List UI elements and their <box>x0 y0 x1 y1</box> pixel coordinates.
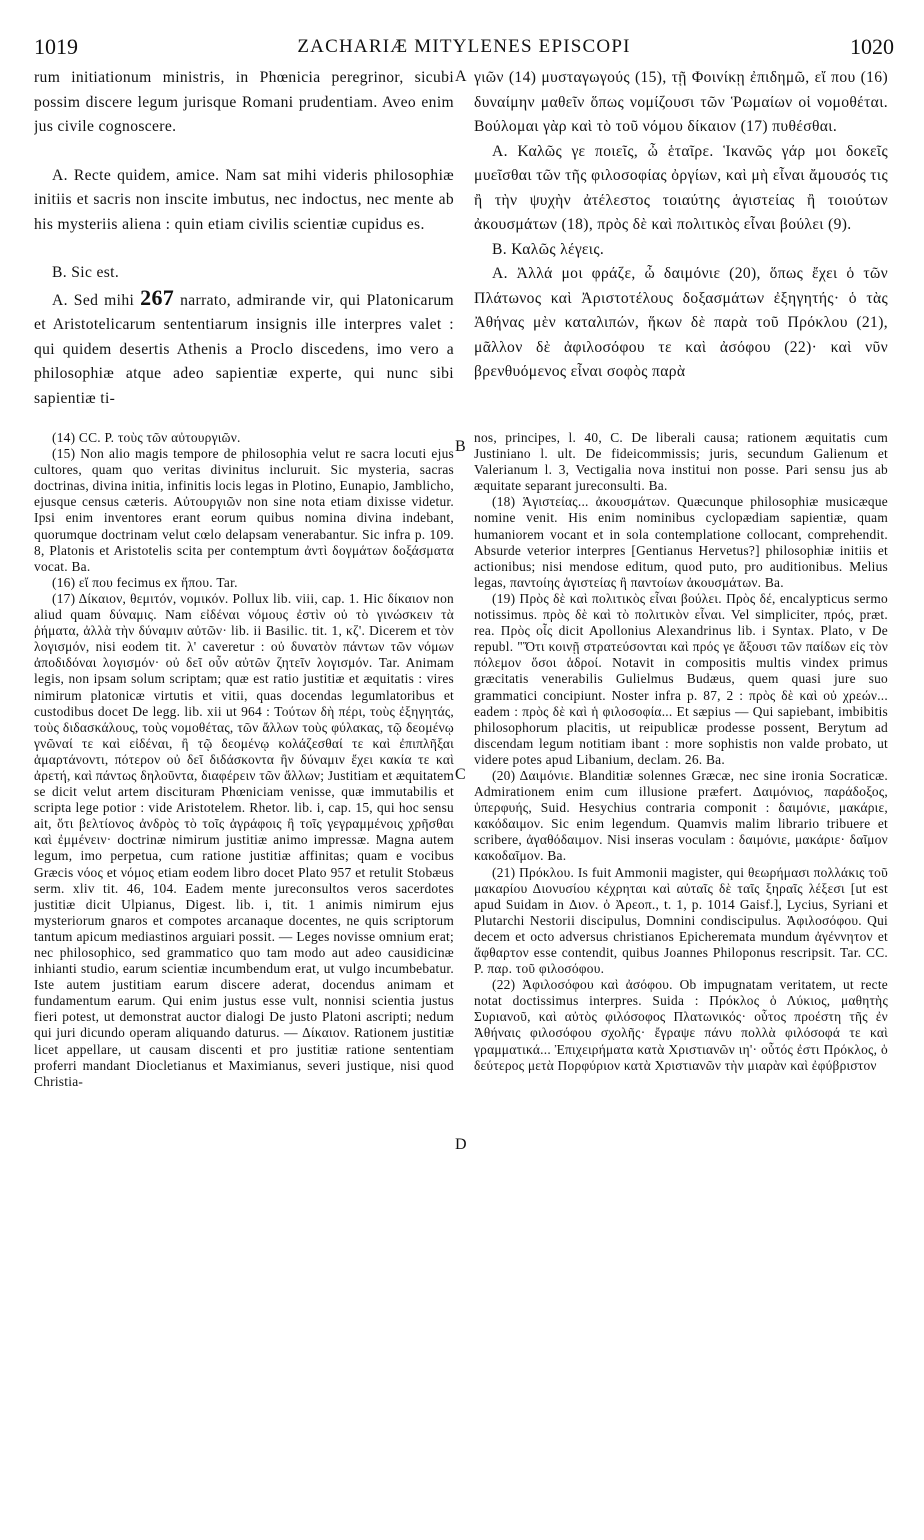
latin-paragraph: B. Sic est. <box>52 264 120 281</box>
running-title: ZACHARIÆ MITYLENES EPISCOPI <box>297 36 631 57</box>
page-number: 1019 <box>34 34 78 59</box>
footnote: (20) Δαιμόνιε. Blanditiæ solennes Græcæ, nec sine ironia Socraticæ. Admirationem enim cum illusione præfert. Δαιμόνιος, παράδοξος, ὑπερφυής, Suid. Hesychius contraria componit : δαιμόνιε, μακάριε, κακόδαιμον. Sic enim legendum. Quamvis malim librario tribuere et scribere, ἀγαθόδαιμον. Nisi inseras voculam : δαιμόνιε, μακάριε· δαῖμον κακοδαῖμον. Ba. <box>474 767 888 864</box>
greek-text-column <box>474 66 888 428</box>
page-number-right: 1020 <box>850 34 894 59</box>
latin-text: A. Sed mihi <box>52 291 141 309</box>
greek-paragraph: γιῶν (14) μυσταγωγούς (15), τῇ Φοινίκῃ ἐπιδημῶ, εἴ που (16) δυναίμην μαθεῖν ὅπως νομίζουσι τῶν Ῥωμαίων οἱ νομοθέται. Βούλομαι γὰρ καὶ τὸ τοῦ νόμου δίκαιον (17) πυθέσθαι. <box>474 69 888 135</box>
margin-marker: D <box>455 1136 467 1153</box>
page-header <box>34 34 894 62</box>
footnote: (19) Πρὸς δὲ καὶ πολιτικὸς εἶναι βούλει. Πρὸς δέ, encalypticus sermo notissimus. πρὸς δὲ καὶ τὸ πολιτικὸν εἶναι. Vel simpliciter, πρός, præt. rea. Πρὸς οἷς dicit Apollonius Alexandrinus lib. i Syntax. Plato, v De republ. "Ὅτι κοινῇ στρατεύσονται καὶ πρός γε ἄξουσι τῶν παίδων εἰς τὸν πόλεμον ὅσοι ἁδροί. Notavit in compositis multis vindex primus græcitatis venerabilis Gulielmus Budæus, quem quasi jure suo grammatici concipiunt. Noster infra p. 87, 2 : πρὸς δὲ καὶ οὐ χρεών... eadem : πρὸς δὲ καὶ ἡ φιλοσοφία... Et sæpius — Qui sapiebant, imbibitis philosophorum placitis, ut reipublicæ prodesse possent, Berytum ad discendam legum notitiam ibant : more sophistis non valde probato, ut videre potes apud Libanium, declam. 26. Ba. <box>474 590 888 767</box>
footnote: (21) Πρόκλου. Is fuit Ammonii magister, qui θεωρήμασι πολλάκις τοῦ μακαρίου Διονυσίου κέχρηται καὶ αὐταῖς δὲ ταῖς ξηραῖς λέξεσι [ut est apud Suidam in Διον. ὁ Ἀρεοπ., t. 1, p. 1014 Gaisf.], Lycius, Syriani et Plutarchi Nestorii discipulus, Domnini condiscipulus. Ἀφιλοσόφου. Qui decem et octo adversus christianos Epicheremata mundum ἀγέννητον et ἄφθαρτον esse contendit, quibus Joannes Philoponus rescripsit. Tar. CC. P. παρ. τοῦ φιλοσόφου. <box>474 864 888 977</box>
latin-paragraph <box>34 286 454 412</box>
latin-text-column <box>34 66 454 428</box>
footnotes-left <box>34 430 454 1530</box>
footnote: (14) CC. P. τοὺς τῶν αὐτουργιῶν. <box>52 430 241 445</box>
latin-paragraph: rum initiationum ministris, in Phœnicia peregrinor, sicubi possim discere legum jurisque Romani prudentiam. Aveo enim jus civile cognoscere. <box>34 69 454 135</box>
greek-paragraph: B. Καλῶς λέγεις. <box>492 240 605 258</box>
footnotes-right <box>474 430 888 1530</box>
greek-paragraph: A. Ἀλλά μοι φράζε, ὦ δαιμόνιε (20), ὅπως ἔχει ὁ τῶν Πλάτωνος καὶ Ἀριστοτέλους δοξασμάτων ἐξηγητής· ὁ τὰς Ἀθήνας μὲν καταλιπών, ἥκων δὲ παρὰ τοῦ Πρόκλου (21), μᾶλλον δὲ ἀφιλοσόφου τε καὶ ἀσόφου (22)· καὶ νῦν βρενθυόμενος εἶναι σοφὸς παρὰ <box>474 265 888 380</box>
margin-marker: B <box>455 438 466 455</box>
footnote: nos, principes, l. 40, C. De liberali causa; rationem æquitatis cum Justiniano l. ult. De fideicommissis; juris, secundum Galienum et Valerianum l. 3, Vectigalia nova institui non posse. Pari sensu jus ab æquitate separant jureconsulti. Ba. <box>474 430 888 494</box>
latin-paragraph: A. Recte quidem, amice. Nam sat mihi videris philosophiæ initiis et sacris non inscite imbutus, nec indoctus, nec mente ab his mysteriis aliena : quin etiam civilis scientiæ cupidus es. <box>34 166 454 233</box>
latin-text: narrato, admirande vir, qui Platonicarum et Aristotelicarum sententiarum insignis ille interpres valet : qui quidem desertis Athenis a Proclo discedens, imo vero a philosophiæ atque adeo sapientiæ experte, qui nunc sibi sapientiæ ti- <box>34 291 454 407</box>
greek-paragraph: A. Καλῶς γε ποιεῖς, ὦ ἑταῖρε. Ἱκανῶς γάρ μοι δοκεῖς μυεῖσθαι τῶν τῆς φιλοσοφίας ὀργίων, καὶ μὴ εἶναι ἄμουσός τις ἢ τὴν ψυχὴν ἀτέλεστος τοιαύτης ἁγιστείας ἢ τοιούτων ἀκουσμάτων (18), πρὸς δὲ καὶ πολιτικὸς εἶναι βούλει (9). <box>474 142 888 233</box>
footnote: (17) Δίκαιον, θεμιτόν, νομικόν. Pollux lib. viii, cap. 1. Hic δίκαιον non aliud quam δύναμις. Nam εἰδέναι νόμους ἐστὶν οὐ τὸ γινώσκειν τὰ ῥήματα, ἀλλὰ τὴν δύναμιν αὐτῶν· lib. ii Basilic. tit. 1, κζ'. Dicerem et τὸν λογισμόν, nisi eodem tit. λ' caveretur : οὐ δυνατὸν πάντων τῶν νόμων ἀποδιδόναι λογισμόν· οὐ δεῖ οὖν αὐτῶν ζητεῖν λογισμόν. Tar. Animam legis, non ipsam solum scriptam; quæ est ratio justitiæ et æquitatis : vires nimirum platonicæ virtutis et vitii, quas docendas legumlatoribus et custodibus docet De legg. lib. xii ut 964 : Τούτων δὴ πέρι, τοὺς ἐξηγητάς, τοὺς διδασκάλους, τοὺς νομοθέτας, τῶν ἄλλων τοὺς φύλακας, τῷ δεομένῳ γνῶναί τε καὶ εἰδέναι, ἢ τῷ δεομένῳ κολάζεσθαί τε καὶ ἐπιπλῆξαι ἁμαρτάνοντι, πότερον οὐ δεῖ διδάσκοντα ἢν δύναμιν ἔχει κακία τε καὶ ἀρετή, καὶ πάντως δηλοῦντα, διαφέρειν τῶν ἄλλων; Justitiam et æquitatem se dicit velut artem discituram Phœniciam venisse, quæ immutabilis et scripta lege potior : vide Aristotelem. Rhetor. lib. i, cap. 15, qui hoc sensu ait, ὅτι βελτίονος ἀνδρὸς τὸ τοῖς ἀγράφοις ἢ τοῖς γεγραμμένοις χρῆσθαι καὶ ἐμμένειν· doctrinæ nimirum justitiæ animo impressæ. Magna autem legum, imo perpetua, cum ratione justitiæ affinitas; quam e vocibus Græcis νόος et νόμος etiam eodem libro docet Plato 957 et retulit Stobæus serm. xliv tit. 46, 104. Eadem mente jureconsultos veros sacerdotes justitiæ dicit Ulpianus, Digest. lib. i, tit. 1 animis nimirum ejus mysteriorum gnaros et compotes arcanaque docentes, ne quis scriptorum tantum apicum mediastinos arguiari possit. — Leges novisse omnium erat; nec philosophico, sed grammatico quo tam modo aut adeo causidicinæ inhianti studio, earum scientiæ incumbendum erat, ut vulgo incumbebatur. Iste autem justitiam earum discere aderat, docendus animam et fundamentum earum. Qui enim justus esse vult, nonnisi scientia justus fieri potest, ut demonstrat auctor dialogi De justo Platoni ascripti; nedum qui juri dicundo operam aliquando daturus. — Δίκαιον. Rationem justitiæ licet appellare, ut causam discenti et pro justitiæ ratione sententiam proferri mandant Diocletianus et Maximianus, severi justique, nisi quod Christia- <box>34 590 454 1089</box>
footnote: (16) εἴ που fecimus ex ἥπου. Tar. <box>52 574 238 590</box>
column-number: 267 <box>140 284 175 310</box>
margin-marker: C <box>455 766 466 783</box>
footnote: (15) Non alio magis tempore de philosophia velut re sacra locuti ejus cultores, quam quo veritas divinitus incluruit. Sic mysteria, sacras doctrinas, divina initia, infinitis locis legas in Plotino, Eunapio, Jamblicho, ejusque census cæteris. Αὐτουργιῶν non sine nota etiam dixisse videtur. Ipsi enim inventores erant eorum quibus nomina divina indebant, quorumque doctrinam velut cœlo delapsam venerabantur. Sic infra p. 109. 8, Platonis et Aristotelis scita per contemptum ἀντὶ δογμάτων δοξάσματα vocat. Ba. <box>34 446 454 574</box>
footnote: (18) Ἁγιστείας... ἀκουσμάτων. Quæcunque philosophiæ musicæque nomine venit. His enim nominibus cyclopædiam sapientiæ, quam humaniorem vocant et in sola contemplatione collocant, comprehendit. Absurde veterior interpres [Gentianus Hervetus?] philosophiæ initiis et actionibus; nisi mendose editum, quod puto, pro auditionibus. Melius legas, παντοίης ἁγιστείας ἢ παντοίων ἀκουσμάτων. Ba. <box>474 494 888 590</box>
footnote: (22) Ἀφιλοσόφου καὶ ἀσόφου. Ob impugnatam veritatem, ut recte notat doctissimus interpres. Suida : Πρόκλος ὁ Λύκιος, μαθητὴς Συριανοῦ, καὶ αὐτὸς φιλόσοφος Πλατωνικός· οὗτος προέστη τῆς ἐν Ἀθήναις φιλοσόφου σχολῆς· ἔγραψε πάνυ πολλὰ φιλόσοφά τε καὶ γραμματικά... Ἐπιχειρήματα κατὰ Χριστιανῶν ιη'· οὗτός ἐστι Πρόκλος, ὁ δεύτερος μετὰ Πορφύριον κατὰ Χριστιανῶν τὴν μιαρὰν καὶ ἐφύβριστον <box>474 977 888 1073</box>
margin-marker: A <box>455 68 467 85</box>
